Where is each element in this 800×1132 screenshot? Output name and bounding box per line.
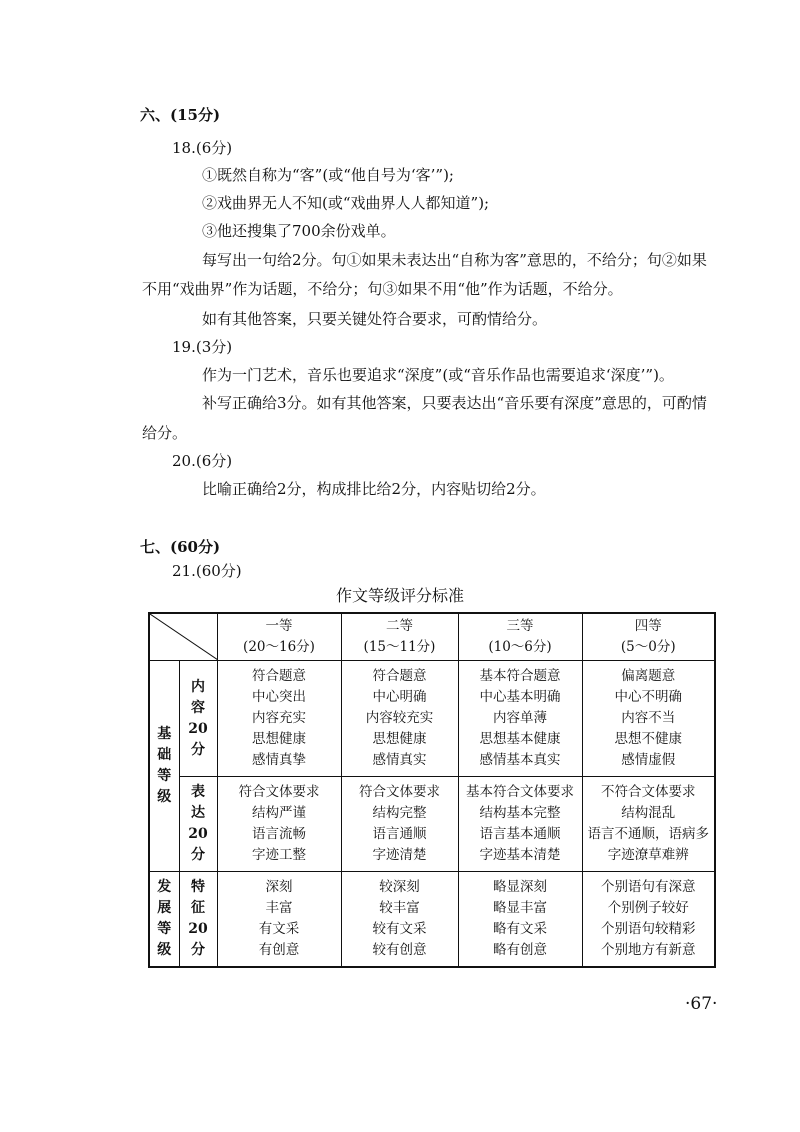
grade-cell	[458, 872, 582, 967]
col-range: (10～6分)	[488, 639, 552, 655]
q18-answer-1: ①既然自称为“客”(或“他自号为‘客’”);	[202, 166, 454, 184]
grade-cell	[341, 777, 458, 872]
q19-heading: 19.(3分)	[172, 338, 233, 356]
criterion-text: 语言流畅	[252, 826, 306, 842]
criterion-text: 内容不当	[621, 710, 676, 726]
q19-answer: 作为一门艺术，音乐也要追求“深度”(或“音乐作品也需要追求‘深度’”)。	[202, 366, 674, 384]
criterion-text: 个别例子较好	[607, 899, 689, 916]
col-range: (20～16分)	[243, 639, 315, 655]
col-name: 四等	[634, 618, 662, 634]
criterion-text: 个别语句有深意	[601, 878, 696, 895]
col-header-1	[217, 613, 341, 661]
criterion-text: 中心突出	[252, 689, 306, 705]
q18-heading: 18.(6分)	[172, 139, 233, 157]
criterion-text: 内容充实	[252, 710, 306, 726]
col-range: (5～0分)	[620, 639, 676, 655]
criterion-text: 结构基本完整	[479, 805, 561, 821]
grade-cell	[217, 661, 341, 777]
criterion-text: 略有创意	[493, 941, 547, 958]
criterion-text: 字迹潦草难辨	[607, 847, 689, 863]
corner-cell	[149, 613, 217, 661]
grade-cell	[582, 777, 715, 872]
criterion-text: 思想健康	[252, 731, 306, 747]
grade-cell	[217, 872, 341, 967]
criterion-text: 字迹工整	[252, 847, 306, 863]
col-header-3	[458, 613, 582, 661]
criterion-text: 略有文采	[493, 920, 547, 937]
col-header-4	[582, 613, 715, 661]
criterion-text: 结构严谨	[252, 805, 306, 821]
criterion-text: 思想不健康	[614, 731, 682, 747]
q21-heading: 21.(60分)	[172, 562, 242, 580]
criterion-text: 符合文体要求	[238, 784, 320, 800]
col-header-2	[341, 613, 458, 661]
table-row	[149, 661, 715, 777]
criterion-text: 有文采	[258, 920, 300, 937]
criterion-text: 字迹清楚	[372, 847, 427, 863]
criterion-text: 较有创意	[372, 941, 427, 958]
q18-answer-2: ②戏曲界无人不知(或“戏曲界人人都知道”);	[202, 194, 490, 212]
criterion-text: 深刻	[265, 878, 293, 895]
criterion-text: 略显深刻	[493, 878, 547, 895]
criterion-text: 感情真实	[372, 752, 427, 768]
grade-cell	[582, 661, 715, 777]
criterion-text: 有创意	[258, 941, 300, 958]
criterion-text: 内容单薄	[493, 710, 547, 726]
q19-note-2: 给分。	[142, 424, 188, 442]
criterion-text: 略显丰富	[493, 899, 547, 916]
table-title: 作文等级评分标准	[335, 586, 464, 605]
criterion-text: 思想健康	[372, 731, 427, 747]
criterion-text: 基本符合题意	[479, 668, 561, 684]
essay-grading-table	[148, 612, 716, 968]
criterion-text: 语言通顺	[372, 826, 427, 842]
table-row	[149, 872, 715, 967]
grade-cell	[458, 777, 582, 872]
q19-note-1: 补写正确给3分。如有其他答案，只要表达出“音乐要有深度”意思的，可酌情	[202, 394, 707, 412]
criterion-text: 较深刻	[379, 878, 420, 895]
criterion-text: 字迹基本清楚	[479, 847, 561, 863]
criterion-text: 符合题意	[372, 668, 427, 684]
grade-cell	[458, 661, 582, 777]
corner-diagonal	[150, 614, 218, 660]
criterion-text: 思想基本健康	[479, 731, 561, 747]
criterion-text: 感情基本真实	[479, 752, 561, 768]
criterion-text: 内容较充实	[365, 710, 434, 726]
col-name: 二等	[386, 618, 413, 634]
col-name: 三等	[506, 618, 534, 634]
criterion-text: 符合题意	[252, 668, 306, 684]
criterion-text: 较丰富	[379, 899, 420, 916]
criterion-text: 较有文采	[372, 920, 427, 937]
criterion-text: 符合文体要求	[359, 784, 440, 800]
criterion-text: 感情真挚	[252, 752, 306, 768]
criterion-text: 个别语句较精彩	[601, 920, 696, 937]
criterion-text: 结构完整	[372, 805, 427, 821]
criterion-text: 语言不通顺，语病多	[587, 826, 709, 842]
row-sub-label: 表 达 20 分	[179, 777, 217, 872]
basic-level-label: 基 础 等 级	[149, 661, 179, 872]
q18-note-2: 不用“戏曲界”作为话题，不给分；句③如果不用“他”作为话题，不给分。	[142, 280, 623, 298]
criterion-text: 丰富	[265, 899, 293, 916]
section-7-heading: 七、(60分)	[140, 538, 221, 556]
row-sub-label: 内 容 20 分	[179, 661, 217, 777]
row-sub-label: 特 征 20 分	[179, 872, 217, 967]
criterion-text: 中心明确	[372, 689, 427, 705]
dev-level-label: 发 展 等 级	[149, 872, 179, 967]
col-range: (15～11分)	[363, 639, 436, 655]
q18-answer-3: ③他还搜集了700余份戏单。	[202, 222, 396, 240]
table-row	[149, 777, 715, 872]
criterion-text: 偏离题意	[621, 668, 676, 684]
criterion-text: 个别地方有新意	[601, 941, 696, 958]
q18-note-1: 每写出一句给2分。句①如果未表达出“自称为客”意思的，不给分；句②如果	[202, 251, 707, 269]
criterion-text: 基本符合文体要求	[466, 784, 574, 800]
q20-note: 比喻正确给2分，构成排比给2分，内容贴切给2分。	[202, 480, 546, 498]
grade-cell	[341, 872, 458, 967]
q18-note-3: 如有其他答案，只要关键处符合要求，可酌情给分。	[202, 310, 548, 328]
col-name: 一等	[265, 618, 293, 634]
grade-cell	[582, 872, 715, 967]
section-6-heading: 六、(15分)	[140, 106, 221, 124]
criterion-text: 语言基本通顺	[479, 826, 561, 842]
criterion-text: 结构混乱	[621, 805, 676, 821]
criterion-text: 中心基本明确	[479, 689, 561, 705]
page-number: ·67·	[685, 994, 718, 1014]
criterion-text: 不符合文体要求	[601, 784, 696, 800]
grade-cell	[341, 661, 458, 777]
criterion-text: 中心不明确	[614, 689, 682, 705]
criterion-text: 感情虚假	[621, 752, 676, 768]
q20-heading: 20.(6分)	[172, 452, 233, 470]
grade-cell	[217, 777, 341, 872]
